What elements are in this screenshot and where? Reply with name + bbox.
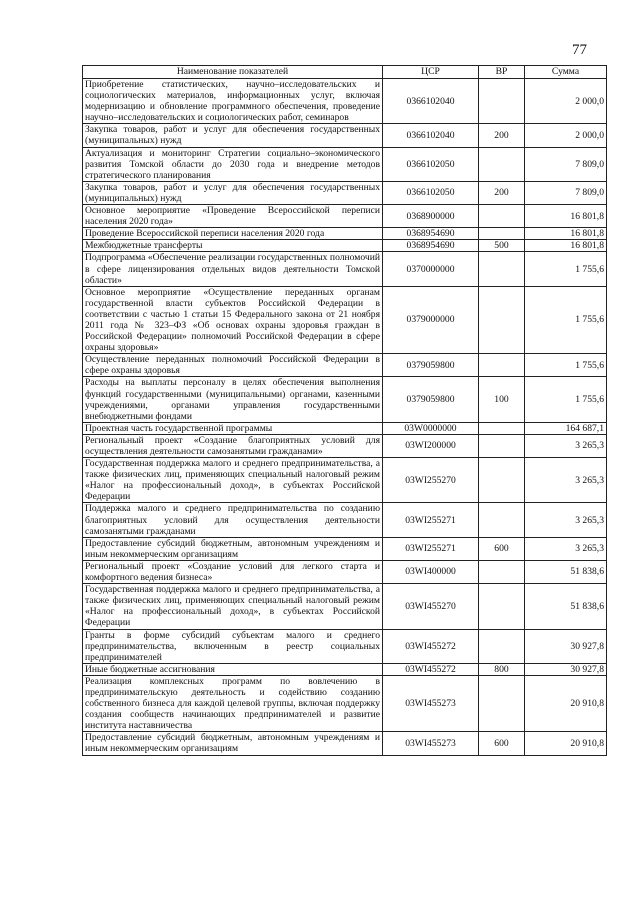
cell-name: Поддержка малого и среднего предпринимательства по созданию благоприятных условий для осуществления деятельности самозанятыми гражданами: [83, 503, 383, 537]
table-row: [83, 629, 607, 663]
cell-sum: 3 265,3: [525, 503, 607, 537]
cell-csr: 0379059800: [383, 354, 479, 377]
cell-sum: 30 927,8: [525, 663, 607, 675]
cell-csr: 03WI400000: [383, 560, 479, 583]
cell-name: Приобретение статистических, научно–исследовательских и социологических материалов, информационных услуг, включая модернизацию и обновление программного обеспечения, проведение научно–исследовательских и социологических работ, семинаров: [83, 79, 383, 124]
table-row: [83, 181, 607, 204]
table-row: [83, 147, 607, 181]
cell-csr: 03WI255271: [383, 537, 479, 560]
cell-csr: 03WI455273: [383, 675, 479, 731]
cell-name: Предоставление субсидий бюджетным, автономным учреждениям и иным некоммерческим организациям: [83, 732, 383, 755]
cell-name: Расходы на выплаты персоналу в целях обеспечения выполнения функций государственными (муниципальными) органами, казенными учреждениями, органами управления государственными внебюджетными фондами: [83, 377, 383, 422]
cell-name: Закупка товаров, работ и услуг для обеспечения государственных (муниципальных) нужд: [83, 124, 383, 147]
cell-sum: 1 755,6: [525, 354, 607, 377]
cell-sum: 3 265,3: [525, 537, 607, 560]
cell-sum: 20 910,8: [525, 675, 607, 731]
cell-csr: 03WI455272: [383, 663, 479, 675]
table-row: [83, 252, 607, 286]
table-row: [83, 537, 607, 560]
cell-sum: 16 801,8: [525, 228, 607, 240]
cell-sum: 3 265,3: [525, 434, 607, 457]
cell-vr: [479, 205, 525, 228]
cell-vr: 500: [479, 240, 525, 252]
cell-name: Государственная поддержка малого и среднего предпринимательства, а также физических лиц, применяющих специальный налоговый режим «Налог на профессиональный доход», в субъектах Российской Федерации: [83, 584, 383, 629]
header-vr: ВР: [479, 66, 525, 79]
table-row: [83, 354, 607, 377]
cell-name: Гранты в форме субсидий субъектам малого и среднего предпринимательства, включенным в реестр социальных предпринимателей: [83, 629, 383, 663]
header-sum: Сумма: [525, 66, 607, 79]
cell-name: Государственная поддержка малого и среднего предпринимательства, а также физических лиц, применяющих специальный налоговый режим «Налог на профессиональный доход», в субъектах Российской Федерации: [83, 458, 383, 503]
cell-csr: 03WI255270: [383, 458, 479, 503]
cell-csr: 0366102040: [383, 79, 479, 124]
cell-vr: [479, 629, 525, 663]
table-row: [83, 377, 607, 422]
cell-sum: 16 801,8: [525, 240, 607, 252]
cell-vr: [479, 147, 525, 181]
table-row: [83, 422, 607, 434]
table-row: [83, 458, 607, 503]
cell-vr: [479, 675, 525, 731]
table-body: [83, 79, 607, 756]
cell-csr: 0379059800: [383, 377, 479, 422]
cell-sum: 20 910,8: [525, 732, 607, 755]
header-csr: ЦСР: [383, 66, 479, 79]
cell-vr: 800: [479, 663, 525, 675]
cell-csr: 0368900000: [383, 205, 479, 228]
cell-csr: 03W0000000: [383, 422, 479, 434]
table-row: [83, 240, 607, 252]
cell-vr: [479, 458, 525, 503]
cell-vr: [479, 228, 525, 240]
cell-vr: [479, 354, 525, 377]
cell-sum: 16 801,8: [525, 205, 607, 228]
cell-name: Межбюджетные трансферты: [83, 240, 383, 252]
cell-csr: 0368954690: [383, 240, 479, 252]
cell-vr: 600: [479, 732, 525, 755]
cell-sum: 7 809,0: [525, 181, 607, 204]
cell-sum: 30 927,8: [525, 629, 607, 663]
cell-sum: 1 755,6: [525, 252, 607, 286]
cell-name: Подпрограмма «Обеспечение реализации государственных полномочий в сфере лицензирования отдельных видов деятельности Томской области»: [83, 252, 383, 286]
cell-name: Проведение Всероссийской переписи населения 2020 года: [83, 228, 383, 240]
cell-name: Региональный проект «Создание условий для легкого старта и комфортного ведения бизнеса»: [83, 560, 383, 583]
cell-vr: 600: [479, 537, 525, 560]
cell-name: Региональный проект «Создание благоприятных условий для осуществления деятельности самозанятыми гражданами»: [83, 434, 383, 457]
cell-csr: 03WI255271: [383, 503, 479, 537]
cell-vr: [479, 560, 525, 583]
table-row: [83, 503, 607, 537]
cell-csr: 0368954690: [383, 228, 479, 240]
cell-sum: 2 000,0: [525, 124, 607, 147]
table-row: [83, 560, 607, 583]
page-number: 77: [572, 42, 587, 58]
table-row: [83, 584, 607, 629]
cell-vr: [479, 422, 525, 434]
table-row: [83, 286, 607, 354]
cell-vr: [479, 584, 525, 629]
table-row: [83, 434, 607, 457]
cell-name: Закупка товаров, работ и услуг для обеспечения государственных (муниципальных) нужд: [83, 181, 383, 204]
table-header-row: [83, 66, 607, 79]
cell-vr: [479, 503, 525, 537]
table-row: [83, 79, 607, 124]
cell-sum: 1 755,6: [525, 286, 607, 354]
table-row: [83, 124, 607, 147]
cell-csr: 03WI455273: [383, 732, 479, 755]
cell-name: Актуализация и мониторинг Стратегии социально–экономического развития Томской области до 2030 года и внедрение методов стратегического планирования: [83, 147, 383, 181]
table-row: [83, 205, 607, 228]
cell-vr: 100: [479, 377, 525, 422]
cell-name: Предоставление субсидий бюджетным, автономным учреждениям и иным некоммерческим организациям: [83, 537, 383, 560]
cell-name: Основное мероприятие «Проведение Всероссийской переписи населения 2020 года»: [83, 205, 383, 228]
header-name: Наименование показателей: [83, 66, 383, 79]
cell-vr: 200: [479, 181, 525, 204]
cell-name: Иные бюджетные ассигнования: [83, 663, 383, 675]
table-row: [83, 663, 607, 675]
cell-csr: 0379000000: [383, 286, 479, 354]
cell-csr: 03WI200000: [383, 434, 479, 457]
cell-csr: 0366102050: [383, 181, 479, 204]
table-row: [83, 732, 607, 755]
cell-sum: 51 838,6: [525, 584, 607, 629]
cell-vr: [479, 286, 525, 354]
budget-table: [82, 65, 607, 756]
cell-csr: 0366102050: [383, 147, 479, 181]
cell-sum: 7 809,0: [525, 147, 607, 181]
cell-vr: [479, 79, 525, 124]
cell-vr: [479, 252, 525, 286]
cell-csr: 03WI455272: [383, 629, 479, 663]
cell-sum: 51 838,6: [525, 560, 607, 583]
table-row: [83, 675, 607, 731]
cell-csr: 0370000000: [383, 252, 479, 286]
cell-vr: [479, 434, 525, 457]
cell-name: Реализация комплексных программ по вовлечению в предпринимательскую деятельность и содействию созданию собственного бизнеса для каждой целевой группы, включая поддержку создания сообществ начинающих предпринимателей и развитие института наставничества: [83, 675, 383, 731]
cell-csr: 0366102040: [383, 124, 479, 147]
cell-name: Проектная часть государственной программы: [83, 422, 383, 434]
cell-sum: 164 687,1: [525, 422, 607, 434]
cell-name: Основное мероприятие «Осуществление переданных органам государственной власти субъектов Российской Федерации в соответствии с частью 1 статьи 15 Федерального закона от 21 ноября 2011 года № 323–ФЗ «Об основах охраны здоровья граждан в Российской Федерации» полномочий Российской Федерации в сфере охраны здоровья»: [83, 286, 383, 354]
cell-csr: 03WI455270: [383, 584, 479, 629]
cell-name: Осуществление переданных полномочий Российской Федерации в сфере охраны здоровья: [83, 354, 383, 377]
cell-sum: 1 755,6: [525, 377, 607, 422]
cell-sum: 2 000,0: [525, 79, 607, 124]
cell-vr: 200: [479, 124, 525, 147]
table-row: [83, 228, 607, 240]
cell-sum: 3 265,3: [525, 458, 607, 503]
